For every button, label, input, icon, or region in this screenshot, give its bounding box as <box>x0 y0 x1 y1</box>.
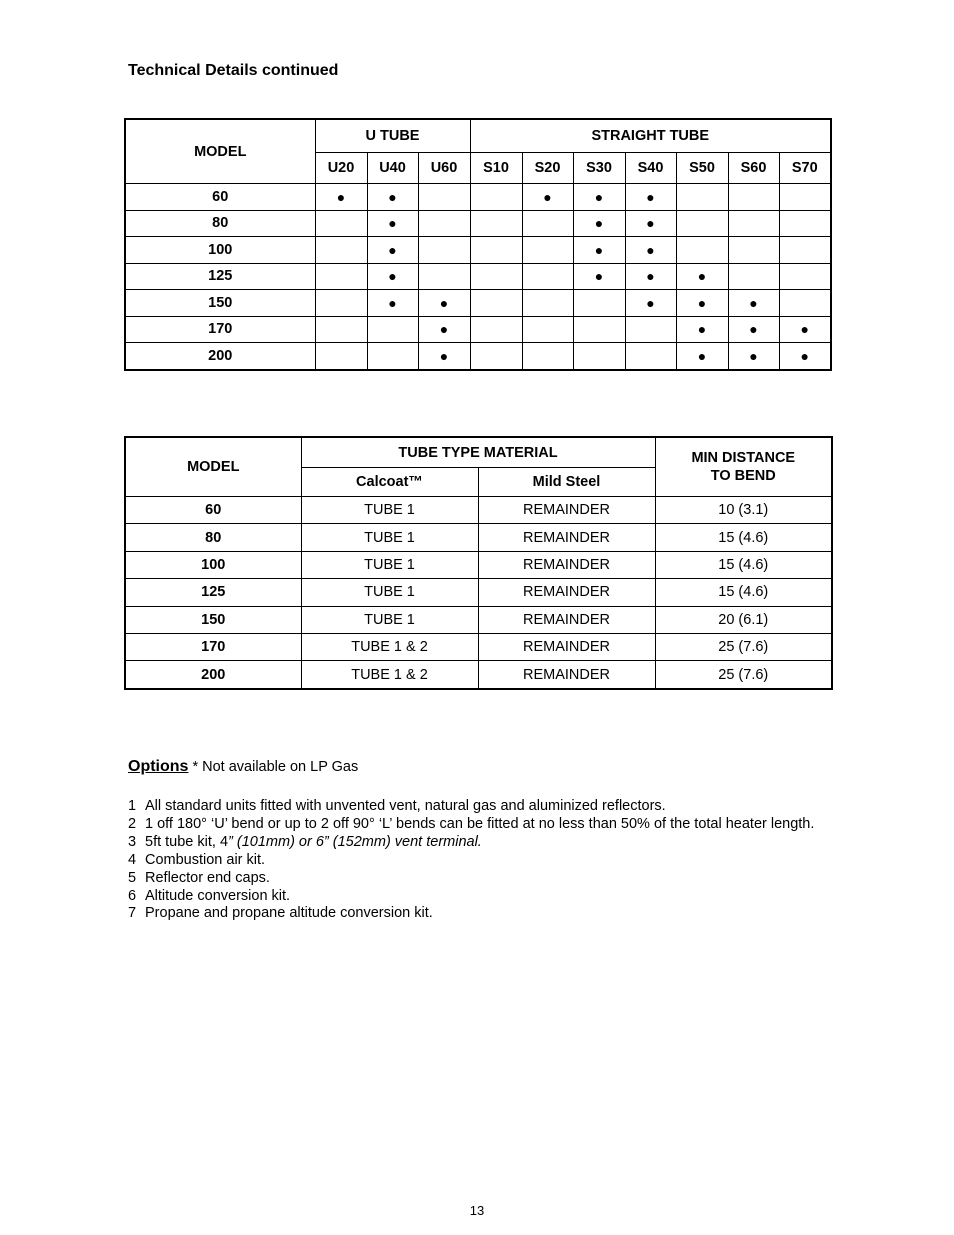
empty-cell <box>573 343 625 370</box>
empty-cell <box>315 290 367 317</box>
availability-dot-cell: ● <box>418 290 470 317</box>
empty-cell <box>470 290 522 317</box>
empty-cell <box>470 210 522 237</box>
item-number: 1 <box>128 798 137 814</box>
list-item <box>128 816 814 834</box>
availability-dot-cell: ● <box>367 237 418 264</box>
model-cell: 60 <box>125 497 301 524</box>
min-distance-cell: 15 (4.6) <box>655 524 832 551</box>
availability-dot-cell: ● <box>676 263 728 290</box>
availability-dot-cell: ● <box>573 210 625 237</box>
table-row <box>125 633 832 660</box>
model-cell: 100 <box>125 551 301 578</box>
empty-cell <box>779 210 831 237</box>
column-header-u60: U60 <box>418 153 470 184</box>
availability-dot-cell: ● <box>367 263 418 290</box>
column-header-s60: S60 <box>728 153 779 184</box>
table-row <box>125 210 831 237</box>
options-note: * Not available on LP Gas <box>188 759 359 775</box>
calcoat-cell: TUBE 1 & 2 <box>301 661 478 689</box>
empty-cell <box>728 237 779 264</box>
availability-dot-cell: ● <box>625 184 676 211</box>
calcoat-cell: TUBE 1 <box>301 524 478 551</box>
list-item <box>128 834 814 852</box>
table-row <box>125 290 831 317</box>
min-distance-header <box>655 437 832 497</box>
empty-cell <box>315 210 367 237</box>
availability-dot-cell: ● <box>418 316 470 343</box>
table-row <box>125 263 831 290</box>
column-header-s40: S40 <box>625 153 676 184</box>
model-cell: 200 <box>125 343 315 370</box>
availability-dot-cell: ● <box>676 343 728 370</box>
availability-dot-cell: ● <box>625 263 676 290</box>
model-cell: 170 <box>125 316 315 343</box>
column-header-s70: S70 <box>779 153 831 184</box>
empty-cell <box>522 343 573 370</box>
model-cell: 100 <box>125 237 315 264</box>
list-item <box>128 798 814 816</box>
item-number: 4 <box>128 851 137 868</box>
tube-type-material-header: TUBE TYPE MATERIAL <box>301 437 655 468</box>
model-cell: 60 <box>125 184 315 211</box>
calcoat-header: Calcoat™ <box>301 468 478 497</box>
empty-cell <box>625 343 676 370</box>
availability-dot-cell: ● <box>367 290 418 317</box>
u-tube-header: U TUBE <box>315 119 470 153</box>
list-item <box>128 905 814 923</box>
model-cell: 125 <box>125 579 301 606</box>
item-text: 5ft tube kit, 4 <box>145 833 229 850</box>
tube-material-table <box>124 436 833 690</box>
empty-cell <box>676 184 728 211</box>
empty-cell <box>728 210 779 237</box>
table-row <box>125 606 832 633</box>
list-item <box>128 870 814 888</box>
empty-cell <box>522 263 573 290</box>
availability-dot-cell: ● <box>728 343 779 370</box>
column-header-u40: U40 <box>367 153 418 184</box>
page-number: 13 <box>469 1203 485 1218</box>
availability-dot-cell: ● <box>315 184 367 211</box>
model-cell: 125 <box>125 263 315 290</box>
calcoat-cell: TUBE 1 <box>301 497 478 524</box>
mild-steel-cell: REMAINDER <box>478 661 655 689</box>
min-distance-cell: 15 (4.6) <box>655 579 832 606</box>
empty-cell <box>367 316 418 343</box>
column-header-s20: S20 <box>522 153 573 184</box>
item-text: All standard units fitted with unvented vent, natural gas and aluminized reflectors. <box>145 798 666 814</box>
availability-dot-cell: ● <box>573 263 625 290</box>
availability-dot-cell: ● <box>779 316 831 343</box>
model-cell: 150 <box>125 606 301 633</box>
column-header-s50: S50 <box>676 153 728 184</box>
table-row <box>125 551 832 578</box>
empty-cell <box>470 316 522 343</box>
min-distance-cell: 20 (6.1) <box>655 606 832 633</box>
item-text-italic: ” (101mm) or 6” (152mm) vent terminal. <box>228 833 482 850</box>
list-item <box>128 888 814 906</box>
empty-cell <box>418 184 470 211</box>
empty-cell <box>779 263 831 290</box>
item-number: 7 <box>128 905 137 922</box>
options-list <box>128 798 814 923</box>
calcoat-cell: TUBE 1 <box>301 551 478 578</box>
mild-steel-cell: REMAINDER <box>478 579 655 606</box>
item-number: 2 <box>128 815 137 832</box>
column-header-s30: S30 <box>573 153 625 184</box>
empty-cell <box>418 263 470 290</box>
table-row <box>125 237 831 264</box>
empty-cell <box>573 316 625 343</box>
options-title: Options <box>128 758 189 775</box>
empty-cell <box>573 290 625 317</box>
mild-steel-cell: REMAINDER <box>478 606 655 633</box>
empty-cell <box>522 316 573 343</box>
item-text: Altitude conversion kit. <box>145 887 291 904</box>
availability-dot-cell: ● <box>573 184 625 211</box>
empty-cell <box>367 343 418 370</box>
availability-dot-cell: ● <box>779 343 831 370</box>
availability-dot-cell: ● <box>728 290 779 317</box>
empty-cell <box>470 184 522 211</box>
item-number: 3 <box>128 833 137 850</box>
empty-cell <box>779 290 831 317</box>
empty-cell <box>522 210 573 237</box>
availability-dot-cell: ● <box>573 237 625 264</box>
model-cell: 80 <box>125 524 301 551</box>
empty-cell <box>470 343 522 370</box>
empty-cell <box>728 184 779 211</box>
empty-cell <box>315 343 367 370</box>
empty-cell <box>728 263 779 290</box>
calcoat-cell: TUBE 1 & 2 <box>301 633 478 660</box>
empty-cell <box>676 210 728 237</box>
table-row <box>125 497 832 524</box>
empty-cell <box>625 316 676 343</box>
table-row <box>125 184 831 211</box>
section-heading: Technical Details continued <box>128 62 339 79</box>
column-header-u20: U20 <box>315 153 367 184</box>
model-cell: 150 <box>125 290 315 317</box>
availability-dot-cell: ● <box>676 316 728 343</box>
mild-steel-cell: REMAINDER <box>478 551 655 578</box>
availability-dot-cell: ● <box>522 184 573 211</box>
table-row <box>125 524 832 551</box>
model-cell: 200 <box>125 661 301 689</box>
availability-dot-cell: ● <box>676 290 728 317</box>
min-distance-cell: 15 (4.6) <box>655 551 832 578</box>
availability-dot-cell: ● <box>367 184 418 211</box>
min-distance-cell: 25 (7.6) <box>655 661 832 689</box>
empty-cell <box>418 210 470 237</box>
column-header-s10: S10 <box>470 153 522 184</box>
empty-cell <box>779 184 831 211</box>
item-number: 5 <box>128 869 137 886</box>
straight-tube-header: STRAIGHT TUBE <box>470 119 831 153</box>
empty-cell <box>315 316 367 343</box>
empty-cell <box>779 237 831 264</box>
availability-dot-cell: ● <box>625 237 676 264</box>
item-text: Combustion air kit. <box>145 851 266 868</box>
model-header: MODEL <box>125 119 315 184</box>
availability-dot-cell: ● <box>418 343 470 370</box>
table-row <box>125 661 832 689</box>
calcoat-cell: TUBE 1 <box>301 606 478 633</box>
table-row <box>125 343 831 370</box>
empty-cell <box>315 263 367 290</box>
availability-dot-cell: ● <box>367 210 418 237</box>
availability-dot-cell: ● <box>728 316 779 343</box>
table-row <box>125 316 831 343</box>
mild-steel-header: Mild Steel <box>478 468 655 497</box>
availability-dot-cell: ● <box>625 210 676 237</box>
empty-cell <box>315 237 367 264</box>
min-distance-header-line2: TO BEND <box>710 468 776 484</box>
empty-cell <box>676 237 728 264</box>
empty-cell <box>470 263 522 290</box>
calcoat-cell: TUBE 1 <box>301 579 478 606</box>
item-text: 1 off 180° ‘U’ bend or up to 2 off 90° ‘L’ bends can be fitted at no less than 50% of the total heater length. <box>145 815 815 832</box>
empty-cell <box>522 290 573 317</box>
empty-cell <box>418 237 470 264</box>
item-text: Reflector end caps. <box>145 869 270 886</box>
mild-steel-cell: REMAINDER <box>478 524 655 551</box>
mild-steel-cell: REMAINDER <box>478 497 655 524</box>
min-distance-cell: 10 (3.1) <box>655 497 832 524</box>
list-item <box>128 852 814 870</box>
min-distance-cell: 25 (7.6) <box>655 633 832 660</box>
min-distance-header-line1: MIN DISTANCE <box>691 450 796 466</box>
model-cell: 170 <box>125 633 301 660</box>
options-heading <box>128 758 358 776</box>
empty-cell <box>522 237 573 264</box>
model-cell: 80 <box>125 210 315 237</box>
table-row <box>125 579 832 606</box>
availability-dot-cell: ● <box>625 290 676 317</box>
model-header: MODEL <box>125 437 301 497</box>
item-number: 6 <box>128 887 137 904</box>
tube-configuration-table <box>124 118 832 371</box>
empty-cell <box>470 237 522 264</box>
item-text: Propane and propane altitude conversion kit. <box>145 905 433 922</box>
mild-steel-cell: REMAINDER <box>478 633 655 660</box>
